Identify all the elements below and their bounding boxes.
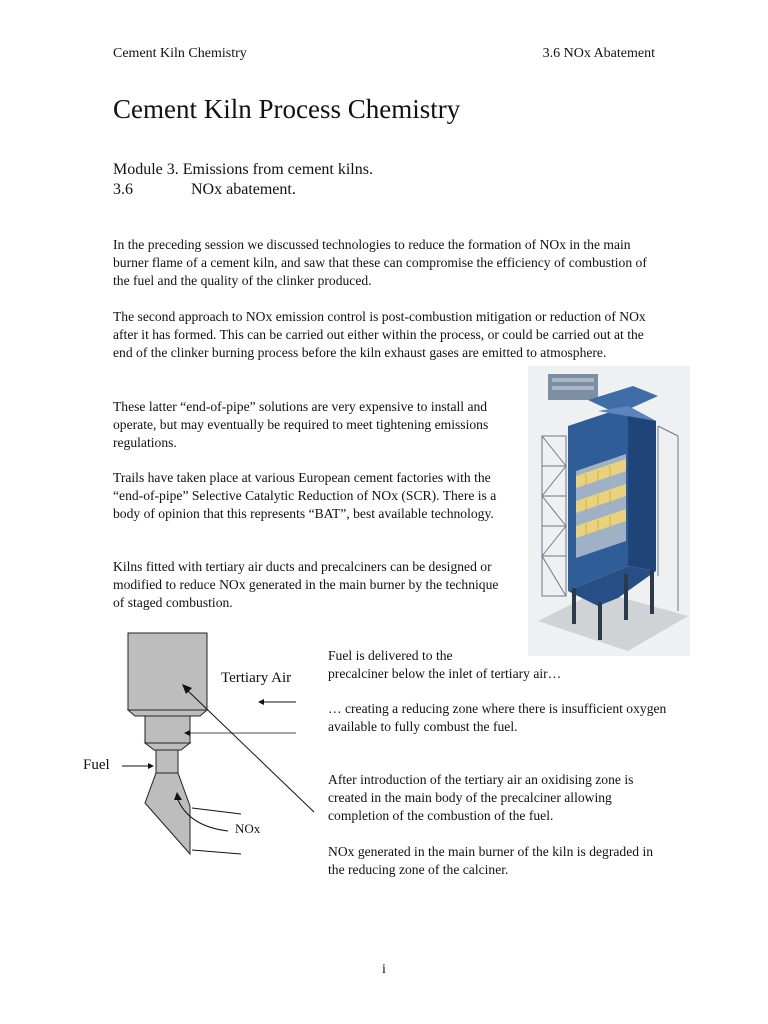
paragraph-4: Trails have taken place at various European cement factories with the “end-of-pipe” Selective Catalytic Reduction of NOx (SCR). There is a body of opinion that this represents “BAT”, best available technology.	[113, 470, 497, 522]
precalciner-diagram	[78, 628, 328, 868]
paragraph-3: These latter “end-of-pipe” solutions are very expensive to install and operate, but may eventually be required to meet tightening emissions regulations.	[113, 399, 489, 451]
nox-label: NOx	[235, 821, 261, 836]
scr-reactor-illustration	[528, 366, 690, 656]
module-heading	[113, 160, 373, 200]
section-number: 3.6	[113, 181, 133, 198]
section-heading	[113, 180, 373, 200]
diagram-text-3: After introduction of the tertiary air an oxidising zone is created in the main body of the precalciner allowing completion of the combustion of the fuel.	[328, 772, 634, 824]
throat-cone	[145, 743, 190, 750]
page-number: i	[382, 962, 386, 977]
running-header-right: 3.6 NOx Abatement	[542, 46, 655, 61]
document-title: Cement Kiln Process Chemistry	[113, 94, 461, 124]
tertiary-air-label: Tertiary Air	[221, 670, 292, 686]
running-header-left: Cement Kiln Chemistry	[113, 46, 247, 61]
section-title: NOx abatement.	[191, 181, 296, 198]
fuel-label: Fuel	[83, 757, 110, 773]
leader-line	[186, 689, 314, 812]
kiln-riser	[145, 773, 190, 854]
diagram-text-1: Fuel is delivered to the precalciner below the inlet of tertiary air…	[328, 648, 562, 682]
paragraph-2: The second approach to NOx emission control is post-combustion mitigation or reduction of NOx after it has formed. This can be carried out either within the process, or could be carried out at the end of the clinker burning process before the kiln exhaust gases are emitted to atmosphere.	[113, 309, 646, 361]
paragraph-5: Kilns fitted with tertiary air ducts and precalciners can be designed or modified to reduce NOx generated in the main burner by the technique of staged combustion.	[113, 559, 499, 611]
vessel-cone	[128, 710, 207, 716]
tertiary-air-inlet-section	[145, 716, 190, 743]
diagram-text-4: NOx generated in the main burner of the kiln is degraded in the reducing zone of the calciner.	[328, 844, 654, 878]
fuel-inlet-section	[156, 750, 178, 773]
diagram-text-2: … creating a reducing zone where there is insufficient oxygen available to fully combust the fuel.	[328, 701, 667, 735]
module-line: Module 3. Emissions from cement kilns.	[113, 161, 373, 178]
paragraph-1: In the preceding session we discussed technologies to reduce the formation of NOx in the main burner flame of a cement kiln, and saw that these can compromise the efficiency of combustion of the fuel and the quality of the clinker produced.	[113, 237, 647, 289]
